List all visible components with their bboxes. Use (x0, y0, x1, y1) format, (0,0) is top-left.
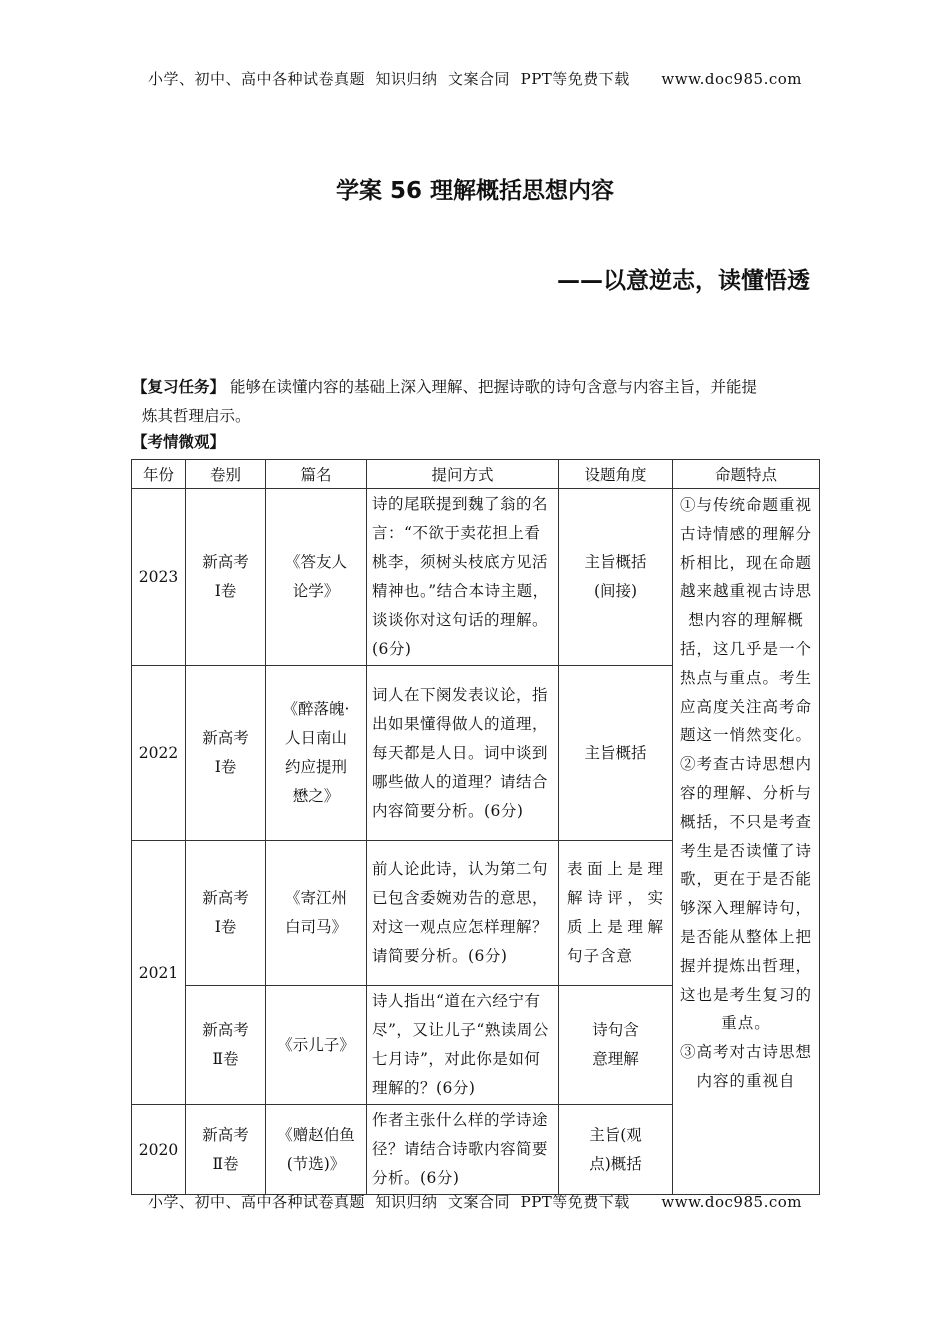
review-task-text: 能够在读懂内容的基础上深入理解、把握诗歌的诗句含意与内容主旨，并能提 (225, 378, 757, 396)
feature-item: ②考查古诗思想内容的理解、分析与概括，不只是考查考生是否读懂了诗歌，更在于是否能够深入理解诗句，是否能从整体上把握并提炼出哲理，这也是考生复习的重点。 (679, 755, 812, 1033)
paper-cell: 新高考 Ⅱ卷 (186, 1105, 266, 1195)
question-cell: 作者主张什么样的学诗途径？请结合诗歌内容简要分析。(6分) (367, 1105, 559, 1195)
exam-overview-label: 【考情微观】 (132, 433, 226, 451)
angle-cell: 主旨概括 (559, 666, 673, 841)
question-cell: 词人在下阕发表议论，指出如果懂得做人的道理，每天都是人日。词中谈到哪些做人的道理？请结合内容简要分析。(6分) (367, 666, 559, 841)
title-cell: 《赠赵伯鱼 (节选)》 (266, 1105, 367, 1195)
review-task (132, 373, 817, 431)
question-cell: 诗人指出“道在六经宁有尽”，又让儿子“熟读周公七月诗”，对此你是如何理解的？(6分) (367, 986, 559, 1105)
col-header-angle: 设题角度 (559, 460, 673, 489)
feature-item: ①与传统命题重视古诗情感的理解分析相比，现在命题越来越重视古诗思想内容的理解概括，这几乎是一个热点与重点。考生应高度关注高考命题这一悄然变化。 (679, 496, 812, 745)
feature-item: ③高考对古诗思想内容的重视自 (679, 1043, 812, 1090)
year-cell: 2022 (132, 666, 186, 841)
paper-cell: 新高考 Ⅰ卷 (186, 841, 266, 986)
paper-cell: 新高考 Ⅰ卷 (186, 489, 266, 666)
review-task-text-continued: 炼其哲理启示。 (142, 407, 251, 425)
col-header-year: 年份 (132, 460, 186, 489)
angle-cell: 主旨概括 (间接) (559, 489, 673, 666)
title-cell: 《寄江州 白司马》 (266, 841, 367, 986)
col-header-paper: 卷别 (186, 460, 266, 489)
year-cell: 2021 (132, 841, 186, 1105)
exam-table (131, 459, 820, 1195)
table-header-row (132, 460, 820, 489)
question-cell: 诗的尾联提到魏了翁的名言：“不欲于卖花担上看桃李，须树头枝底方见活精神也。”结合本诗主题，谈谈你对这句话的理解。(6分) (367, 489, 559, 666)
page-header: 小学、初中、高中各种试卷真题 知识归纳 文案合同 PPT等免费下载 www.doc985.com (147, 70, 802, 88)
angle-cell: 诗句含 意理解 (559, 986, 673, 1105)
page-subtitle: ——以意逆志，读懂悟透 (557, 268, 810, 294)
title-cell: 《答友人 论学》 (266, 489, 367, 666)
features-cell (673, 489, 820, 1195)
col-header-title: 篇名 (266, 460, 367, 489)
table-row (132, 489, 820, 666)
paper-cell: 新高考 Ⅰ卷 (186, 666, 266, 841)
angle-cell: 表面上是理解诗评，实质上是理解句子含意 (559, 841, 673, 986)
col-header-question: 提问方式 (367, 460, 559, 489)
col-header-features: 命题特点 (673, 460, 820, 489)
page-title: 学案 56 理解概括思想内容 (335, 178, 615, 204)
review-task-label: 【复习任务】 (132, 378, 226, 396)
title-cell: 《示儿子》 (266, 986, 367, 1105)
paper-cell: 新高考 Ⅱ卷 (186, 986, 266, 1105)
year-cell: 2023 (132, 489, 186, 666)
title-cell: 《醉落魄· 人日南山 约应提刑 懋之》 (266, 666, 367, 841)
question-cell: 前人论此诗，认为第二句已包含委婉劝告的意思，对这一观点应怎样理解？请简要分析。(6分) (367, 841, 559, 986)
year-cell: 2020 (132, 1105, 186, 1195)
page-footer: 小学、初中、高中各种试卷真题 知识归纳 文案合同 PPT等免费下载 www.doc985.com (147, 1193, 802, 1211)
angle-cell: 主旨(观 点)概括 (559, 1105, 673, 1195)
